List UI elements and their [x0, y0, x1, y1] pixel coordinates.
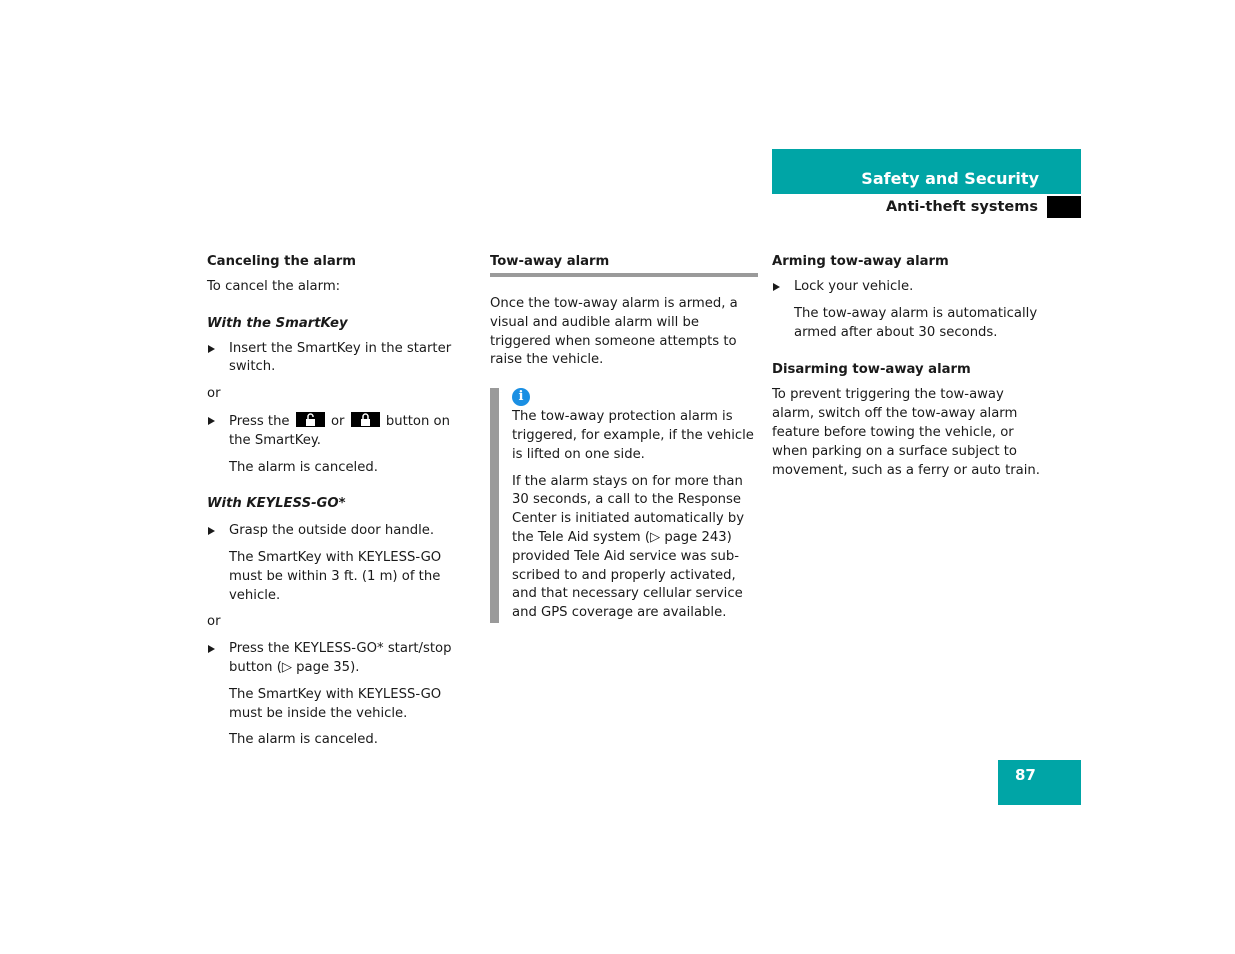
column-canceling-alarm: [207, 252, 472, 750]
or-separator: or: [207, 386, 221, 402]
step-press-post: button on the SmartKey.: [229, 413, 450, 448]
tow-away-intro: Once the tow-away alarm is armed, a visual and audible alarm will be triggered when someone attempts to raise the vehicle.: [490, 296, 738, 368]
intro-text: To cancel the alarm:: [207, 279, 341, 294]
step-lock-vehicle: Lock your vehicle.: [772, 278, 1042, 297]
note-keyless-inside: The SmartKey with KEYLESS-GO must be inside the vehicle.: [229, 686, 442, 721]
lock-icon: [351, 412, 380, 427]
heading-with-keyless-go: With KEYLESS-GO*: [207, 496, 346, 512]
column-arming-disarming: [772, 252, 1042, 480]
step-grasp-handle: Grasp the outside door handle.: [207, 522, 472, 541]
disarming-text: To prevent triggering the tow-away alarm, switch off the tow-away alarm feature before towing the vehicle, or when parking on a surface subject to movement, such as a ferry or auto train.: [772, 387, 1040, 478]
heading-arming: Arming tow-away alarm: [772, 254, 949, 269]
unlock-icon: [296, 412, 325, 427]
info-paragraph-2: If the alarm stays on for more than 30 seconds, a call to the Response Center is initiated automatically by the Tele Aid system (▷ page 243) provided Tele Aid service was subscribed to and properly activated, and that necessary cellular service and GPS coverage are available.: [512, 473, 745, 621]
section-title: Safety and Security: [861, 169, 1039, 188]
heading-tow-away-alarm: Tow-away alarm: [490, 252, 758, 277]
info-box: [490, 388, 758, 623]
step-press-start-stop: Press the KEYLESS-GO* start/stop button (▷ page 35).: [207, 640, 472, 678]
info-bar: [490, 388, 499, 623]
step-insert-smartkey: Insert the SmartKey in the starter switch.: [207, 340, 472, 378]
page-number-box: [998, 760, 1081, 805]
page-number: 87: [1015, 766, 1036, 784]
result-text: The alarm is canceled.: [229, 459, 378, 475]
step-press-pre: Press the: [229, 413, 290, 429]
subsection-title: Anti-theft systems: [885, 199, 1038, 215]
section-header-bar: [772, 149, 1081, 194]
result-text: The alarm is canceled.: [229, 732, 378, 748]
note-keyless-range: The SmartKey with KEYLESS-GO must be within 3 ft. (1 m) of the vehicle.: [229, 549, 442, 603]
column-tow-away-alarm: [490, 252, 758, 623]
subsection-marker: [1047, 196, 1081, 218]
heading-with-smartkey: With the SmartKey: [207, 315, 348, 331]
or-separator: or: [207, 614, 221, 630]
note-auto-armed: The tow-away alarm is automatically armed after about 30 seconds.: [794, 305, 1038, 340]
step-press-or: or: [330, 413, 345, 429]
heading-canceling-alarm: Canceling the alarm: [207, 254, 356, 269]
heading-disarming: Disarming tow-away alarm: [772, 362, 971, 378]
info-paragraph-1: The tow-away protection alarm is triggered, for example, if the vehicle is lifted on one side.: [512, 409, 754, 462]
step-press-button: [207, 412, 472, 451]
info-icon: i: [512, 388, 530, 406]
